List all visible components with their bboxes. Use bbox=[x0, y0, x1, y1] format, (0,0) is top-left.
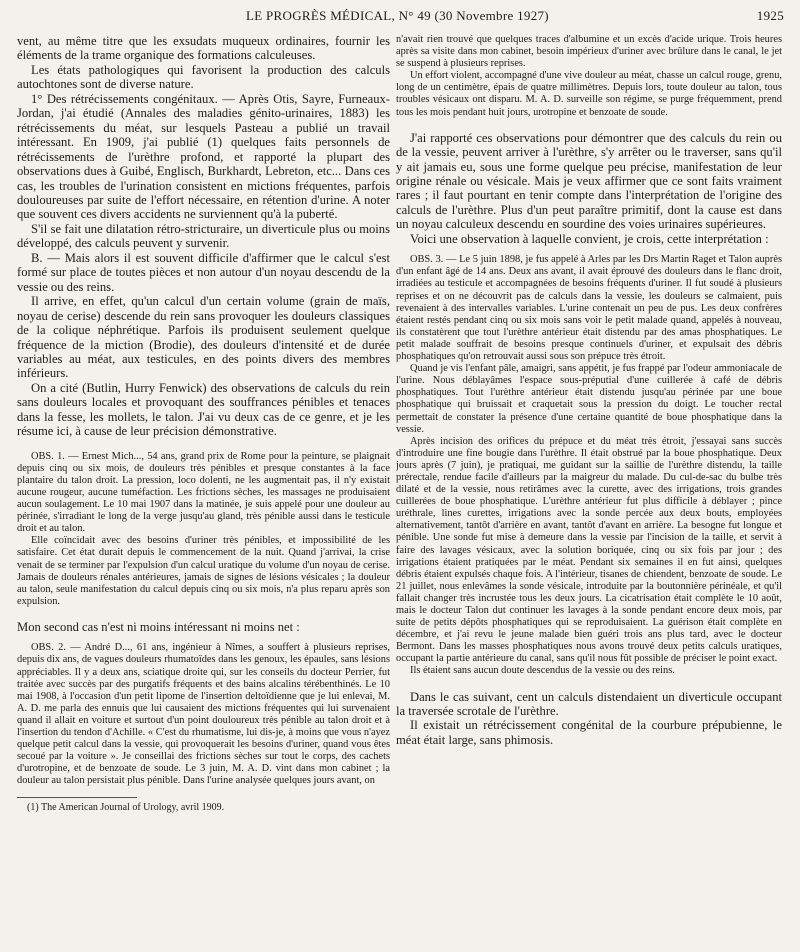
observation-3: OBS. 3. — Le 5 juin 1898, je fus appelé à Arles par les Drs Martin Raget et Talon auprès d'un enfant âgé de 14 ans. Deux ans avant, il avait éprouvé des douleurs dans le flanc droit, irradiées au testicule et accompagnées de besoins fréquents d'uriner. Il fut soudé à plusieurs reprises et on ne découvrit pas de calculs dans la vessie, les douleurs se calmaient, puis revenaient à des intervalles variables. L'urine contenait un peu de pus. Les deux confrères étaient restés pendant cinq ou six mois sans voir le petit malade quand, appelés à nouveau, ils constatèrent que tout l'urèthre antérieur était distendu par des amas phosphatiques. Le petit malade souffrait de besoins presque continuels d'uriner, et expulsait des débris phosphatiques qu'on retrouvait aussi sous son prépuce très étroit. bbox=[396, 254, 782, 363]
paragraph: J'ai rapporté ces observations pour démontrer que des calculs du rein ou de la vessie, peuvent arriver à l'urèthre, s'y arrêter ou le traverser, sans qu'il y ait jamais eu, sous une forme quelque peu précise, manifestation de leur origine rénale ou vésicale. Mais je veux affirmer que ce sont faits vraiment rares ; il faut pourtant en tenir compte dans l'interprétation de l'origine des calculs de l'urèthre. Plus d'un peut paraître primitif, dont la cause est dans un noyau calculeux descendu en sourdine des voies urinaires supérieures. bbox=[396, 130, 782, 232]
paragraph: Les états pathologiques qui favorisent la production des calculs autochtones sont de diverse nature. bbox=[17, 62, 390, 92]
observation-3-continued: Quand je vis l'enfant pâle, amaigri, sans appétit, je fus frappé par l'odeur ammoniacale de l'urine. Nous déblayâmes l'espace sous-préputial d'une cuillerée à café de débris phosphatiques. Tout l'urèthre antérieur était distendu jusqu'au périnée par une boue phosphatique qui bruissait et craquetait sous la pression du doigt. Le toucher rectal permettait de constater la présence d'une certaine quantité de boue phosphatique dans la vessie. bbox=[396, 363, 782, 435]
subheading: Mon second cas n'est ni moins intéressant ni moins net : bbox=[17, 619, 300, 634]
paragraph: On a cité (Butlin, Hurry Fenwick) des observations de calculs du rein sans douleurs locales et provoquant des souffrances pénibles et tenaces dans la fesse, les mollets, le talon. J'ai vu deux cas de ce genre, et je les résume ici, à cause de leur précision démonstrative. bbox=[17, 380, 390, 439]
paragraph: Dans le cas suivant, cent un calculs distendaient un diverticule occupant la traversée scrotale de l'urèthre. bbox=[396, 689, 782, 719]
observation-2-continued: Un effort violent, accompagné d'une vive douleur au méat, chasse un calcul rouge, grenu, long de un centimètre, épais de quatre millimètres. Depuis lors, toute douleur au talon, tous troubles vésicaux ont disparu. M. A. D. surveille son régime, se purge fréquemment, prend tous les mois pendant huit jours, urotropine et benzoate de soude. bbox=[396, 70, 782, 118]
observation-2-continued: n'avait rien trouvé que quelques traces d'albumine et un excès d'acide urique. Trois heures après sa visite dans mon cabinet, besoin impérieux d'uriner avec brûlure dans le canal, le jet se suspend à plusieurs reprises. bbox=[396, 34, 782, 70]
observation-3-continued: Ils étaient sans aucun doute descendus de la vessie ou des reins. bbox=[410, 665, 675, 677]
paragraph: S'il se fait une dilatation rétro-stricturaire, un diverticule plus ou moins développé, des calculs peuvent y survenir. bbox=[17, 221, 390, 251]
left-column bbox=[17, 34, 390, 814]
journal-title: LE PROGRÈS MÉDICAL, N° 49 (30 Novembre 1927) bbox=[246, 8, 549, 23]
observation-1: OBS. 1. — Ernest Mich..., 54 ans, grand prix de Rome pour la peinture, se plaignait depuis cinq ou six mois, de douleurs très pénibles et presque constantes à la face plantaire du talon droit. La pression, loco dolenti, ne les augmentait pas, il n'y existait aucune rougeur, aucune tuméfaction. Les frictions sèches, les massages ne produisaient aucun soulagement. Le 10 mai 1907 dans la matinée, je suis appelé pour une douleur au périnée, s'irradiant le long de la verge jusqu'au gland, très pénible aussi dans le testicule droit et au talon. bbox=[17, 450, 390, 535]
paragraph: vent, au même titre que les exsudats muqueux ordinaires, fournir les éléments de la trame organique des formations calculeuses. bbox=[17, 34, 390, 63]
paragraph: Voici une observation à laquelle convient, je crois, cette interprétation : bbox=[410, 231, 769, 246]
paragraph: Il existait un rétrécissement congénital de la courbure prépubienne, le méat était large, sans phimosis. bbox=[396, 718, 782, 747]
paragraph: Il arrive, en effet, qu'un calcul d'un certain volume (grain de maïs, noyau de cerise) descende du rein sans provoquer les douleurs classiques de la colique néphrétique. Parfois ils produisent seulement quelque fréquence de la miction (Brodie), des douleurs d'intensité et de durée variables au méat, aux testicules, en des points divers des membres inférieurs. bbox=[17, 294, 390, 381]
observation-3-continued: Après incision des orifices du prépuce et du méat très étroit, j'essayai sans succès d'introduire une fine bougie dans l'urèthre. Il était obstrué par la boue phosphatique. Deux jours après (7 juin), je pratiquai, me guidant sur la saillie de l'urèthre distendu, la taille prérectale, rendue facile d'ailleurs par la maigreur du malade. Du cul-de-sac du bulbe très dilaté et de la vessie, nous retirâmes avec la curette, avec des irrigations, trois grandes cuillerées de boue phosphatique. L'urèthre antérieur fut plus difficile à déblayer ; pince uréthrale, lines curettes, irrigations avec la sonde percée aux deux bouts, employées alternativement, tantôt d'arrière en avant, tantôt d'avant en arrière. La besogne fut longue et pénible. Une sonde fut mise à demeure dans la vessie par l'incision de la taille, et servit à faire des lavages vésicaux, avec la solution boriquée, cinq ou six fois par jour ; des irrigations étaient pratiquées par le méat. Pendant six semaines il en fut ainsi, quelques débris étaient expulsés chaque fois. A l'intérieur, tisanes de chiendent, benzoate de soude. Le 21 juillet, nous enlevâmes la sonde vésicale, introduite par la boutonnière périnéale, et qu'il fallait changer très incrustée tous les deux jours. La cicatrisation était complète le 10 août, mais le docteur Talon dut continuer les lavages à la sonde pendant encore deux mois, par suite de petits dépôts phosphatiques qui se reproduisaient. La guérison était complète en décembre, et j'ai revu le jeune malade bien guéri trois ans plus tard, avec le docteur Bermont. Dans les masses phosphatiques nous avons trouvé deux petits calculs uratiques, occupant la partie antérieure du canal, sans qu'il nous fût possible de préciser le point exact. bbox=[396, 435, 782, 665]
observation-1-continued: Elle coïncidait avec des besoins d'uriner très pénibles, et impossibilité de les satisfaire. Cet état durait depuis le commencement de la nuit. Quand j'arrivai, la crise venait de se terminer par l'expulsion d'un calcul uratique du volume d'un noyau de cerise. Jamais de douleurs rénales antérieures, jamais de signes de lésions vésicales ; la douleur au talon, seule manifestation du calcul depuis cinq ou six mois, n'a plus reparu après son expulsion. bbox=[17, 535, 390, 607]
running-header bbox=[16, 8, 784, 24]
page-number: 1925 bbox=[756, 8, 784, 23]
footnote: (1) The American Journal of Urology, avril 1909. bbox=[27, 802, 225, 814]
footnote-rule bbox=[17, 797, 137, 798]
paragraph: B. — Mais alors il est souvent difficile d'affirmer que le calcul s'est formé sur place de toutes pièces et non autour d'un noyau descendu de la vessie ou des reins. bbox=[17, 250, 390, 294]
observation-2: OBS. 2. — André D..., 61 ans, ingénieur à Nîmes, a souffert à plusieurs reprises, depuis dix ans, de vagues douleurs rhumatoïdes dans les genoux, les épaules, sans lésions appréciables. Il y a deux ans, sciatique droite qui, sur les conseils du docteur Perrier, fut traitée avec succès par des purgatifs fréquents et des bains alcalins térébenthinés. Le 10 mai 1908, à l'occasion d'un petit lipome de l'insertion deltoïdienne que je lui enlevai, M. A. D. me parla des ennuis que lui causaient des mictions fréquentes qui lui survenaient quand il allait en voiture et surtout d'un point douloureux très pénible au talon droit et à l'insertion du tendon d'Achille. « C'est du rhumatisme, lui dis-je, à moins que vous n'ayez quelque petit calcul dans la vessie, qui provoquerait les besoins d'uriner, quand vous êtes secoué par la voiture ». Je conseillai des frictions sèches sur tout le corps, des cachets d'urotropine, et de benzoate de soude. Le 3 juin, M. A. D. vint dans mon cabinet ; la douleur au talon persistait plus pénible. Dans l'urine analysée quelques jours avant, on bbox=[17, 642, 390, 787]
right-column bbox=[396, 34, 782, 747]
paragraph: 1° Des rétrécissements congénitaux. — Après Otis, Sayre, Furneaux-Jordan, j'ai étudié (Annales des maladies génito-urinaires, 1883) les rétrécissements du méat, sur lesquels Pasteau a publié un travail intéressant. En 1909, j'ai publié (1) quelques faits personnels de rétrécissements de l'urèthre profond, et rapporté la plupart des observations dues à Guibé, Englisch, Burkhardt, Lebreton, etc... Dans ces cas, les troubles de l'urination consistent en mictions fréquentes, parfois douloureuses par suite de l'effort nécessaire, en rétention d'urine. A noter que souvent ces divers accidents ne surviennent qu'à la puberté. bbox=[17, 91, 390, 222]
